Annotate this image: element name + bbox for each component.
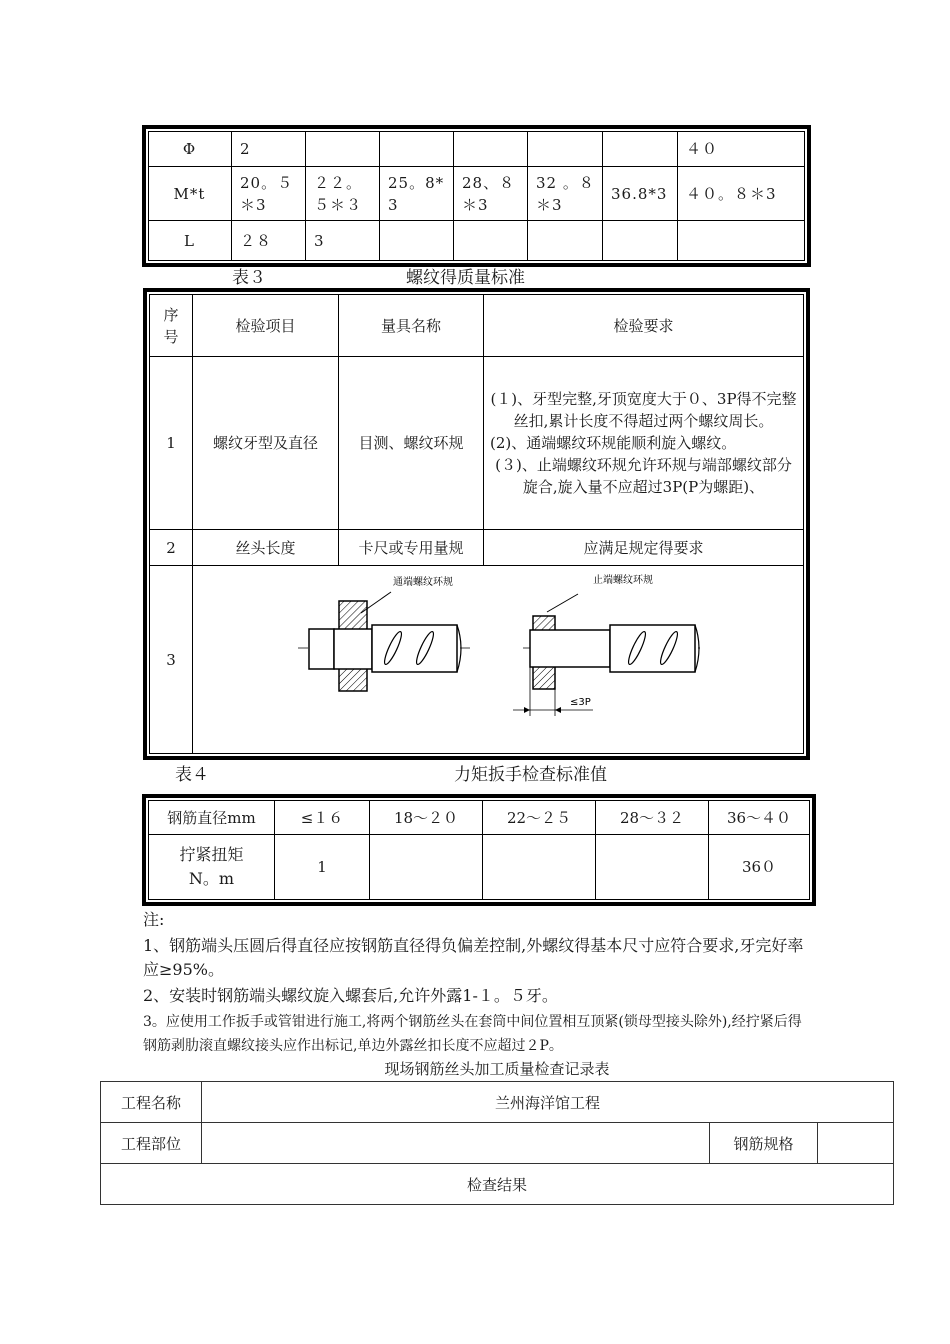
spec-cell: 2: [232, 132, 306, 167]
gauge-diagram-cell: [193, 566, 804, 754]
torque-row-diameter: [149, 801, 810, 835]
torque-cell: ≤１６: [275, 801, 370, 835]
spec-cell: ４０: [678, 132, 805, 167]
torque-cell: 36～４０: [709, 801, 810, 835]
note-3: 3。应使用工作扳手或管钳进行施工,将两个钢筋丝头在套筒中间位置相互顶紧(锁母型接头除外),经拧紧后得钢筋剥肋滚直螺纹接头应作出标记,单边外露丝扣长度不应超过２P。: [143, 1014, 802, 1054]
torque-cell: 18～２０: [370, 801, 483, 835]
spec-cell: ２２。 ５＊３: [306, 167, 380, 221]
spec-cell: [603, 132, 678, 167]
note-1: 1、钢筋端头压圆后得直径应按钢筋直径得负偏差控制,外螺纹得基本尺寸应符合要求,牙完好率应≥95%。: [143, 936, 804, 979]
torque-cell: 22～２５: [483, 801, 596, 835]
caption-table4-number: 表４: [175, 765, 209, 785]
spec-cell: 3: [306, 221, 380, 261]
spec-cell: 25。8* 3: [380, 167, 454, 221]
project-value: 兰州海洋馆工程: [202, 1082, 894, 1123]
torque-cell: [370, 835, 483, 900]
spec-row-phi: [149, 132, 805, 167]
header-tool: 量具名称: [339, 295, 484, 357]
torque-cell: 28～３２: [596, 801, 709, 835]
record-row-part: [101, 1123, 894, 1164]
header-req: 检验要求: [484, 295, 804, 357]
spec-row-l: [149, 221, 805, 261]
header-seq: 序 号: [150, 295, 193, 357]
part-value[interactable]: [202, 1123, 710, 1164]
torque-table: [142, 794, 816, 906]
spec-cell: 32 。８ ＊3: [528, 167, 603, 221]
result-label: 检查结果: [101, 1164, 894, 1205]
spec-head: M*t: [149, 167, 232, 221]
record-title: 现场钢筋丝头加工质量检查记录表: [384, 1060, 610, 1078]
thread-gauge-diagram: [193, 568, 803, 752]
spec-cell: [306, 132, 380, 167]
spec-cell: [380, 221, 454, 261]
row2-item: 丝头长度: [193, 530, 339, 566]
notes-title: 注:: [143, 910, 165, 929]
part-label: 工程部位: [101, 1123, 202, 1164]
label-stop-gauge: 止端螺纹环规: [593, 574, 653, 586]
spec-cell: [528, 132, 603, 167]
torque-cell: 36０: [709, 835, 810, 900]
quality-header-row: [150, 295, 804, 357]
torque-row-value: [149, 835, 810, 900]
quality-row-2: [150, 530, 804, 566]
spec-cell: ２８: [232, 221, 306, 261]
spec-head: L: [149, 221, 232, 261]
torque-cell: [596, 835, 709, 900]
spec-cell: ４０。８＊3: [678, 167, 805, 221]
record-row-project: [101, 1082, 894, 1123]
quality-table: [143, 288, 810, 760]
spec-table: [142, 125, 811, 267]
row2-req: 应满足规定得要求: [484, 530, 804, 566]
record-form: [100, 1081, 894, 1205]
row2-tool: 卡尺或专用量规: [339, 530, 484, 566]
spec-cell: [454, 132, 528, 167]
spec-value[interactable]: [818, 1123, 894, 1164]
quality-row-3: [150, 566, 804, 754]
req-line-3: (３)、止端螺纹环规允许环规与端部螺纹部分旋合,旋入量不应超过3P(P为螺距)、: [495, 456, 792, 496]
record-row-result: [101, 1164, 894, 1205]
row1-tool: 目测、螺纹环规: [339, 357, 484, 530]
go-gauge-drawing: [298, 592, 473, 691]
spec-cell: 28、８ ＊3: [454, 167, 528, 221]
quality-row-1: [150, 357, 804, 530]
spec-head: Φ: [149, 132, 232, 167]
spec-cell: 20。５ ＊3: [232, 167, 306, 221]
spec-cell: [603, 221, 678, 261]
stop-gauge-drawing: [513, 594, 703, 716]
spec-cell: [380, 132, 454, 167]
torque-cell: [483, 835, 596, 900]
caption-table3-number: 表３: [232, 268, 266, 288]
header-item: 检验项目: [193, 295, 339, 357]
label-go-gauge: 通端螺纹环规: [393, 576, 453, 588]
spec-cell: [454, 221, 528, 261]
project-label: 工程名称: [101, 1082, 202, 1123]
spec-label: 钢筋规格: [710, 1123, 818, 1164]
label-dimension: ≤3P: [570, 696, 591, 708]
row1-requirements: [484, 357, 804, 530]
caption-table4-title: 力矩扳手检查标准值: [454, 765, 607, 785]
row3-seq: 3: [150, 566, 193, 754]
req-line-2: (2)、通端螺纹环规能顺利旋入螺纹。: [490, 434, 737, 452]
spec-cell: 36.8*3: [603, 167, 678, 221]
spec-cell: [678, 221, 805, 261]
row1-seq: 1: [150, 357, 193, 530]
torque-cell: 拧紧扭矩 N。m: [149, 835, 275, 900]
req-line-1: (１)、牙型完整,牙顶宽度大于０、3P得不完整丝扣,累计长度不得超过两个螺纹周长。: [490, 390, 797, 430]
torque-cell: 钢筋直径mm: [149, 801, 275, 835]
spec-cell: [528, 221, 603, 261]
caption-table3-title: 螺纹得质量标准: [406, 268, 525, 288]
row2-seq: 2: [150, 530, 193, 566]
torque-cell: 1: [275, 835, 370, 900]
row1-item: 螺纹牙型及直径: [193, 357, 339, 530]
note-2: 2、安装时钢筋端头螺纹旋入螺套后,允许外露1-１。５牙。: [143, 986, 558, 1005]
spec-row-mt: [149, 167, 805, 221]
